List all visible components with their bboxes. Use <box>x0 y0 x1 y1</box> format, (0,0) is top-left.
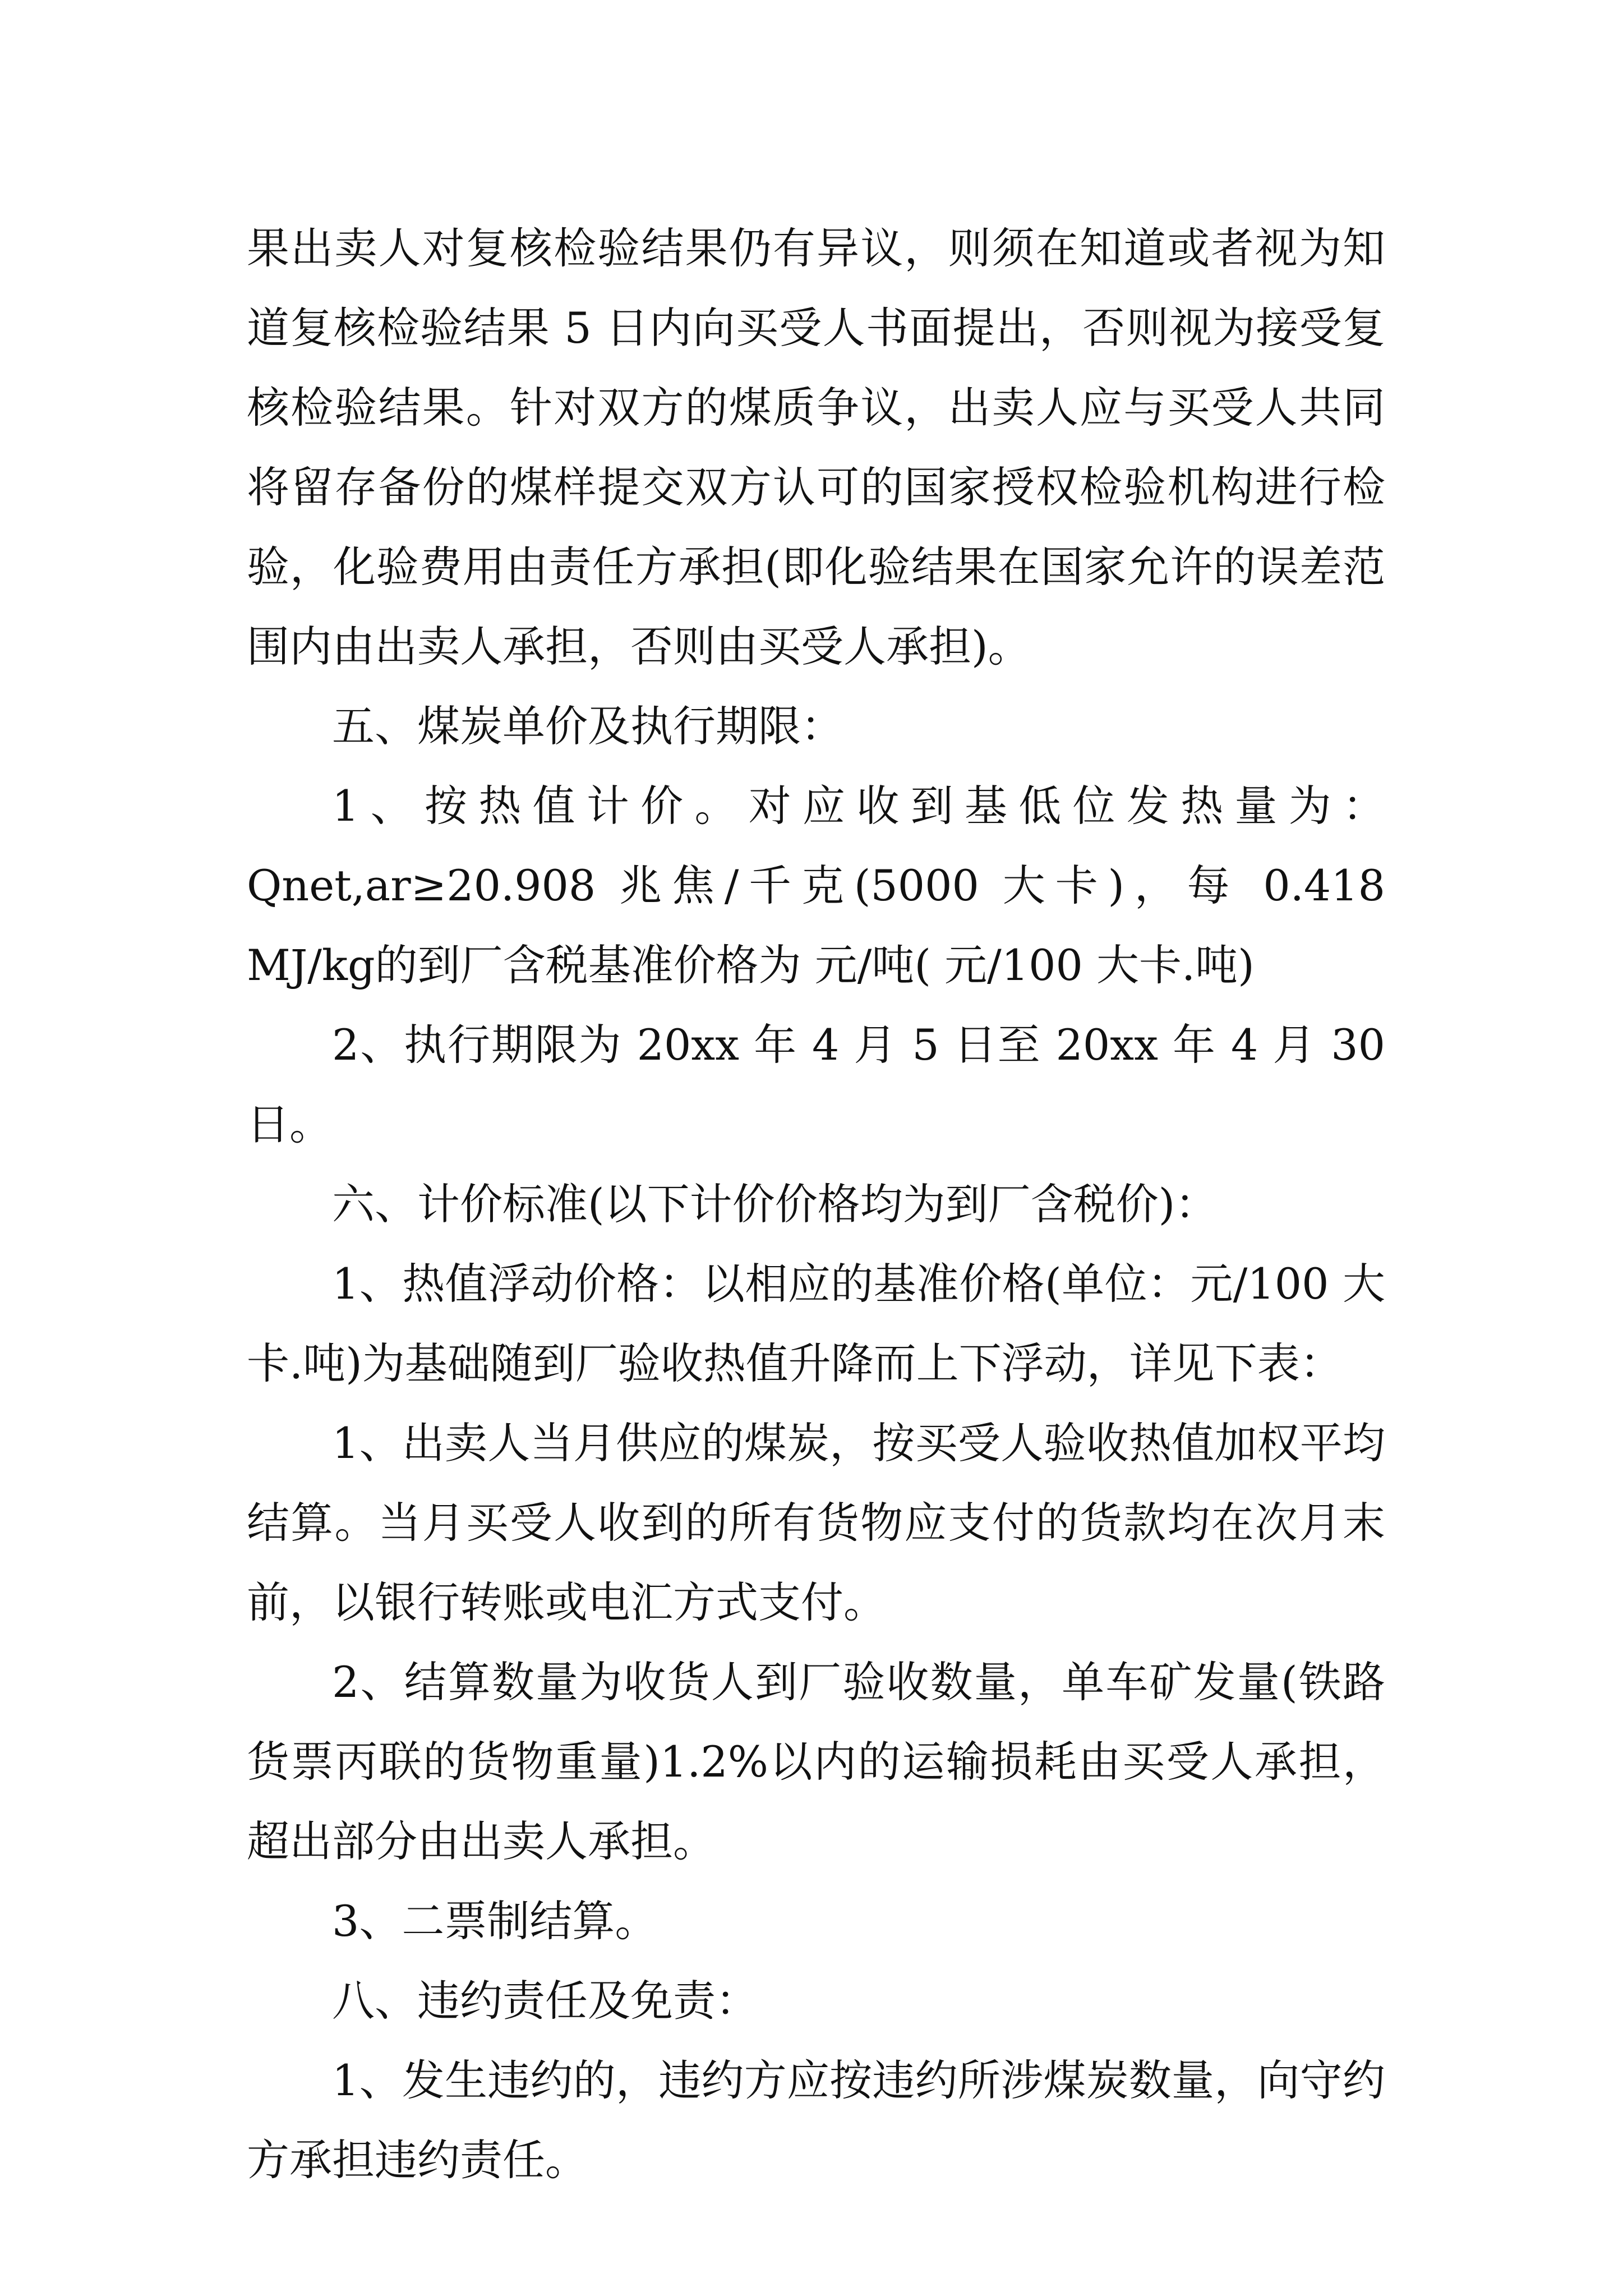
section-heading-pricing-standard: 六、计价标准(以下计价价格均为到厂含税价)： <box>332 1179 1218 1229</box>
paragraph-monthly-settlement: 1、出卖人当月供应的煤炭，按买受人验收热值加权平均结算。当月买受人收到的所有货物应支付的货款均在次月末前，以银行转账或电汇方式支付。 <box>247 1418 1385 1627</box>
section-heading-liability: 八、违约责任及免责： <box>332 1976 758 2026</box>
paragraph-execution-period: 2、执行期限为 20xx 年 4 月 5 日至 20xx 年 4 月 30 日。 <box>247 1020 1385 1149</box>
paragraph-calorific-pricing: 1、按热值计价。对应收到基低位发热量为：Qnet,ar≥20.908 兆焦/千克(5000 大卡)，每 0.418 MJ/kg的到厂含税基准价格为 元/吨( 元/100 大卡.吨) <box>247 781 1385 990</box>
paragraph-settlement-quantity: 2、结算数量为收货人到厂验收数量，单车矿发量(铁路货票丙联的货物重量)1.2%以内的运输损耗由买受人承担，超出部分由出卖人承担。 <box>247 1657 1385 1866</box>
section-heading-unit-price: 五、煤炭单价及执行期限： <box>332 701 843 751</box>
document-body <box>247 209 1385 2200</box>
paragraph-two-invoice: 3、二票制结算。 <box>332 1896 658 1946</box>
paragraph-breach-liability: 1、发生违约的，违约方应按违约所涉煤炭数量，向守约方承担违约责任。 <box>247 2055 1385 2185</box>
paragraph-floating-price: 1、热值浮动价格：以相应的基准价格(单位：元/100 大卡.吨)为基础随到厂验收热值升降而上下浮动，详见下表： <box>247 1259 1385 1388</box>
paragraph-dispute-continuation: 果出卖人对复核检验结果仍有异议，则须在知道或者视为知道复核检验结果 5 日内向买受人书面提出，否则视为接受复核检验结果。针对双方的煤质争议，出卖人应与买受人共同将留存备份的煤样提交双方认可的国家授权检验机构进行检验，化验费用由责任方承担(即化验结果在国家允许的误差范围内由出卖人承担，否则由买受人承担)。 <box>247 223 1385 671</box>
